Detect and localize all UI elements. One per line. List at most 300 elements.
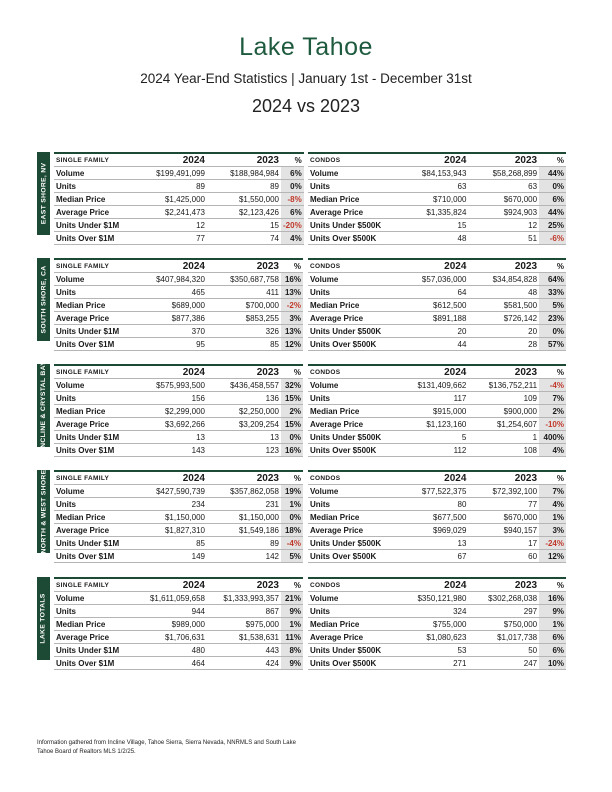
- value-2023: 297: [468, 605, 539, 618]
- table-row: [308, 537, 566, 550]
- row-label: Units: [308, 498, 398, 511]
- row-label: Median Price: [54, 405, 134, 418]
- percent-change: -8%: [281, 193, 304, 206]
- region-block: [37, 577, 566, 668]
- percent-change: 2%: [539, 405, 566, 418]
- row-label: Units Under $500K: [308, 644, 398, 657]
- table-row: [54, 631, 303, 644]
- percent-change: 4%: [539, 498, 566, 511]
- row-label: Units Under $1M: [54, 537, 134, 550]
- column-header-2023: 2023: [468, 578, 539, 592]
- footnote: Information gathered from Incline Village, Tahoe Sierra, Sierra Nevada, NNRMLS and South Lake Tahoe Board of Realtors MLS 1/2/25.: [37, 740, 296, 755]
- value-2023: 1: [468, 431, 539, 444]
- row-label: Average Price: [54, 631, 134, 644]
- table-row: [54, 325, 303, 338]
- value-2024: $77,522,375: [398, 485, 469, 498]
- percent-change: -20%: [283, 220, 302, 230]
- percent-change: 9%: [281, 657, 303, 670]
- table-row: [308, 657, 566, 670]
- value-2023: $670,000: [468, 193, 539, 206]
- row-label: Median Price: [54, 193, 134, 206]
- percent-change: 9%: [281, 605, 303, 618]
- value-2023: 63: [468, 180, 539, 193]
- percent-change: 12%: [539, 550, 566, 563]
- percent-change: 15%: [281, 392, 303, 405]
- row-label: Median Price: [54, 511, 134, 524]
- value-2023: $581,500: [468, 299, 539, 312]
- percent-change: 0%: [281, 431, 303, 444]
- column-header-2023: 2023: [468, 471, 539, 485]
- value-2023: 411: [207, 286, 281, 299]
- row-label: Median Price: [308, 511, 398, 524]
- value-2024: 85: [134, 537, 207, 550]
- single-family-table: [54, 577, 303, 670]
- table-row: [308, 524, 566, 537]
- value-2023: $1,017,738: [468, 631, 539, 644]
- column-header-percent: %: [539, 153, 566, 167]
- table-row: [54, 511, 303, 524]
- table-row: [308, 180, 566, 193]
- value-2024: 80: [398, 498, 469, 511]
- table-row: [54, 379, 303, 392]
- value-2023: $302,268,038: [468, 592, 539, 605]
- value-2024: $350,121,980: [398, 592, 469, 605]
- percent-change: 9%: [539, 605, 566, 618]
- row-label: Units Under $1M: [54, 644, 134, 657]
- table-row: [308, 193, 566, 206]
- value-2023: $350,687,758: [207, 273, 281, 286]
- value-2024: 89: [134, 180, 207, 193]
- value-2024: $677,500: [398, 511, 469, 524]
- percent-change: 400%: [539, 431, 566, 444]
- table-row: [308, 206, 566, 219]
- value-2023: $436,458,557: [207, 379, 281, 392]
- value-2023: 13: [207, 431, 281, 444]
- row-label: Average Price: [54, 418, 134, 431]
- value-2024: $57,036,000: [398, 273, 469, 286]
- column-header-2024: 2024: [398, 471, 469, 485]
- condos-table: [308, 258, 566, 351]
- value-2023: 142: [207, 550, 281, 563]
- value-2023: 85: [207, 338, 281, 351]
- column-header-percent: %: [281, 259, 303, 273]
- percent-change: 6%: [539, 644, 566, 657]
- percent-change: 25%: [539, 219, 566, 232]
- percent-change: 8%: [281, 644, 303, 657]
- row-label: Volume: [54, 592, 134, 605]
- table-row: [308, 167, 566, 180]
- value-2023: 48: [468, 286, 539, 299]
- percent-change: -2%: [281, 299, 303, 312]
- region-label-tab: [37, 152, 50, 235]
- percent-change: 12%: [281, 338, 303, 351]
- table-row: [308, 379, 566, 392]
- table-row: [308, 644, 566, 657]
- row-label: Volume: [54, 485, 134, 498]
- value-2024: $1,150,000: [134, 511, 207, 524]
- value-2023: 247: [468, 657, 539, 670]
- value-2024: 15: [398, 219, 469, 232]
- row-label: Units Over $1M: [54, 444, 134, 457]
- region-label-tab: [37, 360, 50, 451]
- column-header-2023: 2023: [207, 471, 281, 485]
- row-label: Average Price: [308, 418, 398, 431]
- comparison-heading: 2024 vs 2023: [251, 96, 361, 116]
- row-label: Median Price: [54, 618, 134, 631]
- value-2023: $900,000: [468, 405, 539, 418]
- value-2023: 443: [207, 644, 281, 657]
- section-header-label: SINGLE FAMILY: [54, 471, 134, 485]
- value-2024: $969,029: [398, 524, 469, 537]
- percent-change: 16%: [539, 592, 566, 605]
- region-label-tab: [37, 470, 50, 553]
- value-2023: 108: [468, 444, 539, 457]
- percent-change: 57%: [539, 338, 566, 351]
- percent-change: 0%: [539, 180, 566, 193]
- percent-change: 23%: [539, 312, 566, 325]
- value-2023: $700,000: [207, 299, 281, 312]
- percent-change: 0%: [539, 325, 566, 338]
- value-2023: $2,250,000: [207, 405, 281, 418]
- section-header-label: CONDOS: [308, 365, 398, 379]
- percent-change: 44%: [539, 206, 566, 219]
- table-row: [308, 312, 566, 325]
- value-2024: 64: [398, 286, 469, 299]
- row-label: Volume: [308, 167, 398, 180]
- row-label: Average Price: [54, 524, 134, 537]
- table-row: [54, 180, 304, 193]
- section-header-label: SINGLE FAMILY: [54, 578, 134, 592]
- column-header-percent: %: [539, 578, 566, 592]
- column-header-2024: 2024: [134, 578, 207, 592]
- region-name: EAST SHORE, NV: [40, 162, 48, 225]
- value-2024: $3,692,266: [134, 418, 207, 431]
- table-row: [308, 325, 566, 338]
- section-header-label: SINGLE FAMILY: [54, 259, 134, 273]
- percent-change: 6%: [281, 206, 304, 219]
- value-2023: 231: [207, 498, 281, 511]
- value-2024: $877,386: [134, 312, 207, 325]
- column-header-2023: 2023: [207, 365, 281, 379]
- percent-change: 6%: [539, 193, 566, 206]
- region-label-tab: [37, 577, 50, 660]
- percent-change: 15%: [281, 418, 303, 431]
- table-row: [308, 605, 566, 618]
- row-label: Volume: [308, 379, 398, 392]
- value-2024: $2,299,000: [134, 405, 207, 418]
- value-2023: $1,254,607: [468, 418, 539, 431]
- table-row: [54, 312, 303, 325]
- value-2024: $199,491,099: [134, 167, 207, 180]
- row-label: Units Over $1M: [54, 550, 134, 563]
- percent-change: -10%: [539, 418, 566, 431]
- table-row: [308, 444, 566, 457]
- row-label: Units Under $500K: [308, 219, 398, 232]
- column-header-2024: 2024: [398, 578, 469, 592]
- column-header-2024: 2024: [134, 259, 207, 273]
- table-row: [308, 299, 566, 312]
- table-row: [54, 605, 303, 618]
- value-2024: $755,000: [398, 618, 469, 631]
- value-2023: 12: [468, 219, 539, 232]
- percent-change: 4%: [539, 444, 566, 457]
- table-row: [54, 286, 303, 299]
- value-2024: 44: [398, 338, 469, 351]
- value-2024: $407,984,320: [134, 273, 207, 286]
- value-2023: 74: [207, 232, 281, 245]
- row-label: Units: [308, 180, 398, 193]
- value-2023: 326: [207, 325, 281, 338]
- value-2024: 13: [134, 431, 207, 444]
- row-label: Units Over $1M: [54, 338, 134, 351]
- table-row: [308, 592, 566, 605]
- value-2023: 123: [207, 444, 281, 457]
- condos-table: [308, 152, 566, 245]
- value-2023: 51: [468, 232, 539, 245]
- percent-change: 1%: [281, 618, 303, 631]
- value-2024: $1,706,631: [134, 631, 207, 644]
- value-2024: 95: [134, 338, 207, 351]
- value-2024: 464: [134, 657, 207, 670]
- single-family-table: [54, 152, 304, 245]
- single-family-table: [54, 470, 303, 563]
- row-label: Average Price: [54, 206, 134, 219]
- table-row: [308, 618, 566, 631]
- row-label: Units Under $500K: [308, 537, 398, 550]
- value-2023: 867: [207, 605, 281, 618]
- value-2024: 156: [134, 392, 207, 405]
- row-label: Units Under $1M: [54, 219, 134, 232]
- value-2024: $891,188: [398, 312, 469, 325]
- table-row: [308, 631, 566, 644]
- table-row: [308, 219, 566, 232]
- value-2024: 112: [398, 444, 469, 457]
- percent-change: 3%: [539, 524, 566, 537]
- value-2023: $670,000: [468, 511, 539, 524]
- column-header-percent: %: [539, 365, 566, 379]
- table-row: [54, 498, 303, 511]
- percent-change: 2%: [281, 405, 303, 418]
- value-2023: $726,142: [468, 312, 539, 325]
- region-label-tab: [37, 258, 50, 341]
- value-2024: 77: [134, 232, 207, 245]
- column-header-2023: 2023: [468, 365, 539, 379]
- column-header-percent: %: [281, 471, 303, 485]
- row-label: Units: [308, 392, 398, 405]
- table-row: [54, 444, 303, 457]
- row-label: Units Under $500K: [308, 325, 398, 338]
- value-2024: 20: [398, 325, 469, 338]
- percent-change: 33%: [539, 286, 566, 299]
- value-2023: $188,984,984: [207, 167, 281, 180]
- value-2023: $1,550,000: [207, 193, 281, 206]
- value-2023: $1,333,993,357: [207, 592, 281, 605]
- value-2024: $84,153,943: [398, 167, 469, 180]
- section-header-label: SINGLE FAMILY: [54, 365, 134, 379]
- value-2024: 480: [134, 644, 207, 657]
- value-2023: $3,209,254: [207, 418, 281, 431]
- value-2024: 117: [398, 392, 469, 405]
- table-row: [54, 592, 303, 605]
- column-header-percent: %: [281, 153, 304, 167]
- column-header-2024: 2024: [134, 471, 207, 485]
- value-2024: $131,409,662: [398, 379, 469, 392]
- table-row: [54, 618, 303, 631]
- table-row: [308, 431, 566, 444]
- value-2024: $710,000: [398, 193, 469, 206]
- percent-change: 1%: [539, 618, 566, 631]
- percent-change: 13%: [281, 286, 303, 299]
- column-header-2024: 2024: [134, 365, 207, 379]
- table-row: [54, 273, 303, 286]
- value-2023: $975,000: [207, 618, 281, 631]
- row-label: Median Price: [308, 618, 398, 631]
- column-header-2024: 2024: [134, 153, 207, 167]
- region-name: SOUTH SHORE, CA: [40, 265, 48, 334]
- value-2024: 370: [134, 325, 207, 338]
- column-header-percent: %: [539, 471, 566, 485]
- region-block: [37, 360, 566, 455]
- percent-change: 10%: [539, 657, 566, 670]
- percent-change: 1%: [539, 511, 566, 524]
- value-2023: $940,157: [468, 524, 539, 537]
- row-label: Median Price: [308, 193, 398, 206]
- row-label: Volume: [308, 592, 398, 605]
- value-2023: $1,549,186: [207, 524, 281, 537]
- percent-change: 6%: [539, 631, 566, 644]
- column-header-2023: 2023: [207, 578, 281, 592]
- table-row: [308, 232, 566, 245]
- row-label: Units: [308, 286, 398, 299]
- condos-table: [308, 470, 566, 563]
- value-2024: $1,335,824: [398, 206, 469, 219]
- value-2023: 136: [207, 392, 281, 405]
- region-name: INCLINE & CRYSTAL BAY: [40, 360, 48, 451]
- section-header-label: CONDOS: [308, 259, 398, 273]
- value-2024: 465: [134, 286, 207, 299]
- page-subtitle: 2024 Year-End Statistics | January 1st - December 31st: [140, 71, 472, 86]
- column-header-2023: 2023: [468, 153, 539, 167]
- column-header-2023: 2023: [207, 153, 281, 167]
- row-label: Units: [54, 392, 134, 405]
- table-row: [54, 524, 303, 537]
- value-2023: 89: [207, 537, 281, 550]
- row-label: Average Price: [308, 631, 398, 644]
- row-label: Units Over $500K: [308, 550, 398, 563]
- column-header-percent: %: [281, 578, 303, 592]
- table-row: [54, 232, 304, 245]
- value-2023: $357,862,058: [207, 485, 281, 498]
- value-2024: 324: [398, 605, 469, 618]
- value-2023: 60: [468, 550, 539, 563]
- row-label: Volume: [308, 273, 398, 286]
- value-2023: $1,538,631: [207, 631, 281, 644]
- table-row: [308, 485, 566, 498]
- value-2023: $58,268,899: [468, 167, 539, 180]
- section-header-label: CONDOS: [308, 471, 398, 485]
- percent-change: 6%: [281, 167, 304, 180]
- row-label: Median Price: [308, 299, 398, 312]
- row-label: Units Under $1M: [54, 325, 134, 338]
- table-row: [54, 418, 303, 431]
- table-row: [54, 485, 303, 498]
- value-2023: 89: [207, 180, 281, 193]
- value-2024: 234: [134, 498, 207, 511]
- value-2023: $1,150,000: [207, 511, 281, 524]
- column-header-2024: 2024: [398, 259, 469, 273]
- row-label: Average Price: [308, 312, 398, 325]
- row-label: Units: [54, 286, 134, 299]
- table-row: [54, 550, 303, 563]
- value-2023: 50: [468, 644, 539, 657]
- row-label: Average Price: [308, 524, 398, 537]
- percent-change: -6%: [539, 232, 566, 245]
- table-row: [54, 644, 303, 657]
- percent-change: -4%: [539, 379, 566, 392]
- row-label: Units Over $500K: [308, 657, 398, 670]
- value-2024: 5: [398, 431, 469, 444]
- table-row: [308, 286, 566, 299]
- percent-change: -4%: [281, 537, 303, 550]
- row-label: Median Price: [308, 405, 398, 418]
- table-row: [54, 193, 304, 206]
- value-2024: 63: [398, 180, 469, 193]
- percent-change: 7%: [539, 392, 566, 405]
- column-header-2023: 2023: [207, 259, 281, 273]
- table-row: [54, 338, 303, 351]
- percent-change: 44%: [539, 167, 566, 180]
- percent-change: 1%: [281, 498, 303, 511]
- value-2024: $1,080,623: [398, 631, 469, 644]
- row-label: Units: [54, 180, 134, 193]
- value-2023: $853,255: [207, 312, 281, 325]
- percent-change: 16%: [281, 273, 303, 286]
- value-2023: $924,903: [468, 206, 539, 219]
- row-label: Units Under $1M: [54, 431, 134, 444]
- section-header-label: CONDOS: [308, 153, 398, 167]
- percent-change: 0%: [281, 180, 304, 193]
- value-2024: $1,123,160: [398, 418, 469, 431]
- value-2024: 67: [398, 550, 469, 563]
- table-row: [54, 537, 303, 550]
- row-label: Volume: [54, 273, 134, 286]
- value-2024: $1,611,059,658: [134, 592, 207, 605]
- section-header-label: SINGLE FAMILY: [54, 153, 134, 167]
- value-2024: 13: [398, 537, 469, 550]
- value-2023: $136,752,211: [468, 379, 539, 392]
- percent-change: 11%: [281, 631, 303, 644]
- table-row: [308, 273, 566, 286]
- percent-change: 4%: [281, 232, 304, 245]
- table-row: [308, 392, 566, 405]
- value-2024: 143: [134, 444, 207, 457]
- percent-change: 64%: [539, 273, 566, 286]
- page-title: Lake Tahoe: [239, 33, 373, 61]
- condos-table: [308, 364, 566, 457]
- value-2024: 12: [134, 219, 207, 232]
- value-2024: 149: [134, 550, 207, 563]
- table-row: [54, 219, 304, 232]
- row-label: Volume: [308, 485, 398, 498]
- value-2023: $72,392,100: [468, 485, 539, 498]
- region-block: [37, 152, 566, 243]
- value-2024: $612,500: [398, 299, 469, 312]
- value-2024: $2,241,473: [134, 206, 207, 219]
- table-row: [308, 511, 566, 524]
- table-row: [308, 338, 566, 351]
- value-2024: 48: [398, 232, 469, 245]
- value-2023: $34,854,828: [468, 273, 539, 286]
